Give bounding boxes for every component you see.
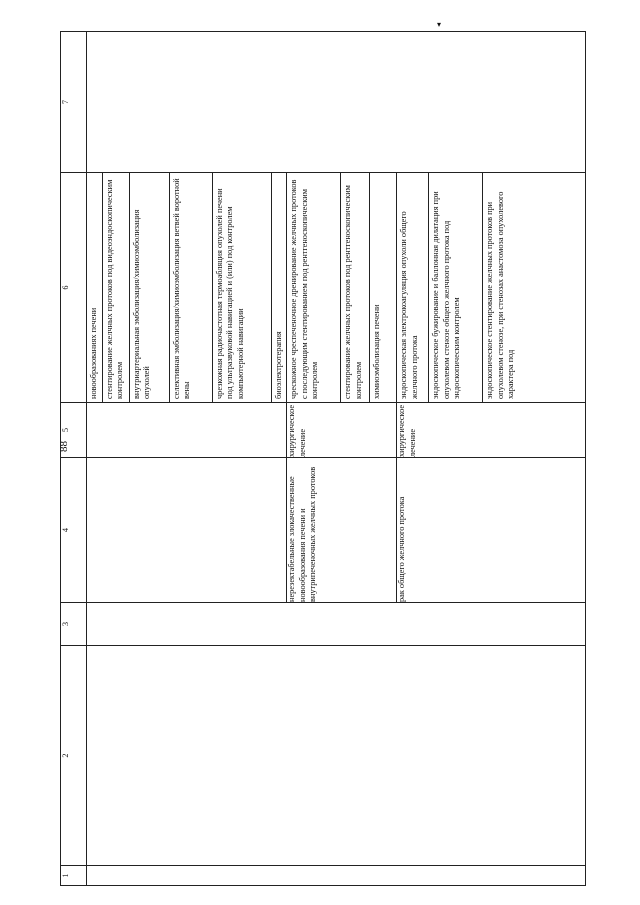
method-item: химиоэмболизация печени: [372, 304, 382, 399]
column-number-row: [61, 32, 87, 886]
col-number-2: 2: [61, 646, 87, 866]
cell-col-3: [87, 603, 586, 646]
disease-cell: рак общего желчного протока: [397, 458, 586, 603]
cell-col-7: [87, 32, 586, 173]
col-number-4: 4: [61, 458, 87, 603]
cell-col-1: [87, 866, 586, 886]
methods-cell: [287, 173, 397, 403]
services-table: [60, 31, 586, 886]
method-item: чрезкожная радиочастотная термоабляция опухолей печени под ультразвуковой навигацией и (или) под контролем компьютерной навигации: [213, 173, 272, 402]
cell-col-2: [87, 646, 586, 866]
method-item: биоэлектротерапия: [274, 331, 283, 399]
col-number-3: 3: [61, 603, 87, 646]
methods-cell: [87, 173, 287, 403]
col-number-5: 5: [61, 403, 87, 458]
method-item: селективная эмболизация/химиоэмболизация ветвей воротной вены: [170, 173, 213, 402]
col-number-6: 6: [61, 173, 87, 403]
col-number-7: 7: [61, 32, 87, 173]
method-item: стентирование желчных протоков под видеоэндоскопическим контролем: [103, 173, 130, 402]
page-number: 88: [58, 441, 70, 452]
table-row: [87, 32, 287, 886]
methods-cell: [397, 173, 586, 403]
method-item: новообразованиях печени: [87, 173, 103, 402]
method-item: эндоскопическая электрокоагуляция опухоли общего желчного протока: [397, 173, 429, 402]
method-item: внутриартериальная эмболизация/химиоэмболизация опухолей: [130, 173, 170, 402]
disease-cell: нерезектабельные злокачественные новообразования печени и внутрипеченочных желчных протоков: [287, 458, 397, 603]
rotated-table-sheet: [60, 32, 586, 886]
method-item: эндоскопическое бужирование и баллонная дилатация при опухолевом стенозе общего желчного протока под эндоскопическим контролем: [429, 173, 483, 402]
col-number-1: 1: [61, 866, 87, 886]
treatment-type-cell: хирургическое лечение: [397, 403, 586, 458]
method-item: эндоскопическое стентирование желчных протоков при опухолевом стенозе, при стенозах анастомоза опухолевого характера под: [485, 191, 516, 399]
method-item: чрескожное чреспеченочное дренирование желчных протоков с последующим стентированием под рентгеноскопическим контролем: [287, 173, 341, 402]
method-item: стентирование желчных протоков под рентгеноскопическим контролем: [341, 173, 370, 402]
treatment-type-cell: хирургическое лечение: [287, 403, 397, 458]
scan-mark: ▾: [437, 20, 442, 29]
treatment-type-cell: [87, 403, 287, 458]
disease-cell: [87, 458, 287, 603]
